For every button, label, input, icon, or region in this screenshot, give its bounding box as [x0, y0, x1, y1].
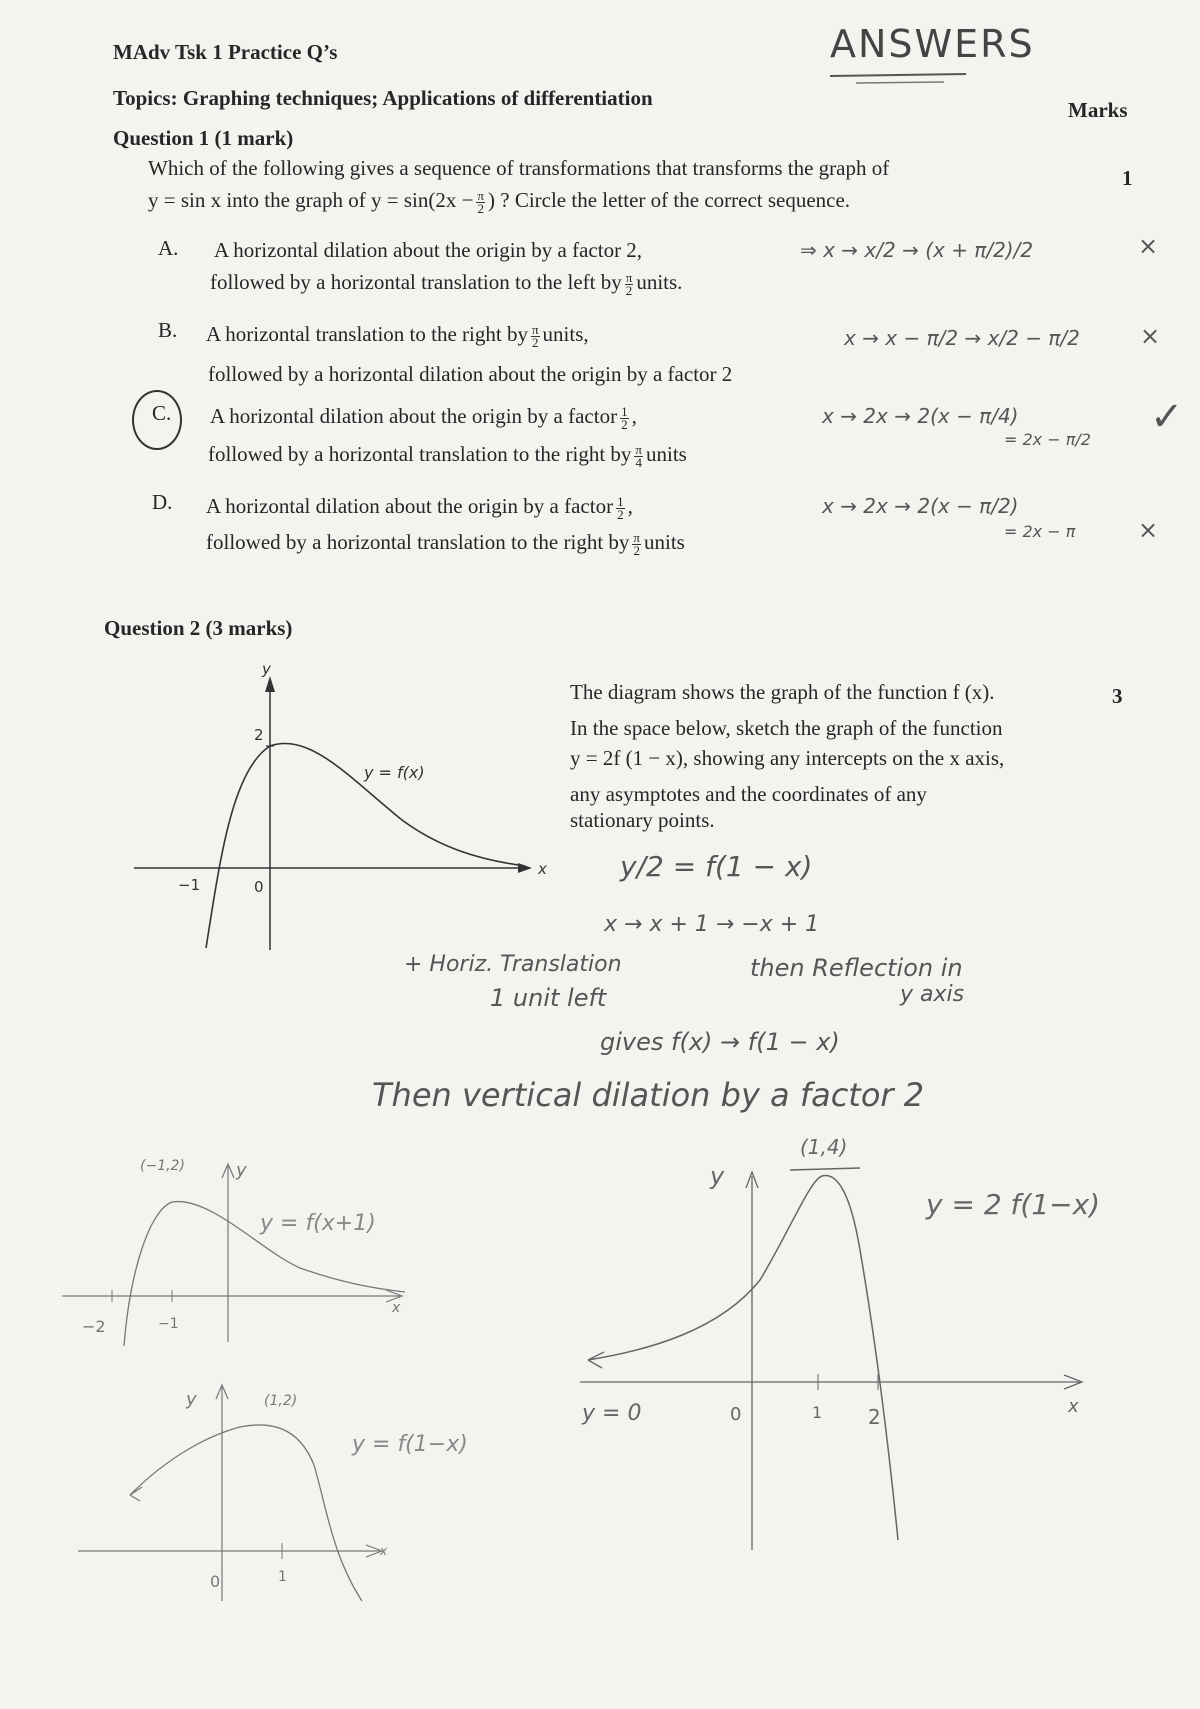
curve-2f-of-1-minus-x — [588, 1175, 898, 1540]
option-b-working: x → x − π/2 → x/2 − π/2 — [844, 326, 1080, 350]
check-mark-icon: ✓ — [1150, 394, 1184, 440]
origin-label: 0 — [210, 1572, 221, 1591]
y-axis-label: y — [186, 1389, 197, 1410]
x-intercept-label: −1 — [178, 876, 201, 894]
option-b-line2: followed by a horizontal dilation about the origin by a factor 2 — [208, 362, 733, 386]
marks-label: Marks — [1068, 98, 1128, 122]
option-d-working: x → 2x → 2(x − π/2) — [822, 494, 1019, 518]
stationary-point-marker — [790, 1168, 860, 1170]
x-axis-arrow-icon — [518, 863, 532, 873]
curve-label: y = f(x+1) — [260, 1211, 376, 1236]
answers-stamp: ANSWERS — [830, 22, 1035, 66]
working-line-3d: y axis — [900, 982, 965, 1007]
x-axis-label: x — [392, 1300, 401, 1316]
option-c-letter: C. — [152, 401, 172, 425]
tick-label: 1 — [278, 1569, 287, 1585]
option-d-line1: A horizontal dilation about the origin by a factor $\frac{1}{2}$ , — [206, 493, 633, 522]
q1-heading: Question 1 (1 mark) — [113, 126, 294, 150]
option-d-letter: D. — [152, 490, 173, 514]
y-intercept-label: 2 — [254, 726, 264, 744]
q2-desc-line3: y = 2f (1 − x), showing any intercepts on the x axis, — [570, 746, 1005, 770]
q2-mark: 3 — [1112, 684, 1123, 708]
q2-desc-line2: In the space below, sketch the graph of the function — [570, 716, 1003, 740]
origin-label: 0 — [254, 878, 264, 896]
x-axis-label: x — [538, 860, 547, 878]
x-axis-label: x — [1068, 1396, 1079, 1417]
sketch-f-of-1-minus-x — [70, 1375, 468, 1605]
max-point-label: (−1,2) — [140, 1158, 185, 1174]
graph-f-of-x — [120, 660, 550, 960]
working-line-3a: + Horiz. Translation — [404, 952, 622, 977]
q1-prompt-line1: Which of the following gives a sequence of transformations that transforms the graph of — [148, 156, 890, 180]
option-c-line2: followed by a horizontal translation to the right by $\frac{\pi}{4}$ units — [208, 441, 687, 470]
option-c-line1: A horizontal dilation about the origin by a factor $\frac{1}{2}$ , — [210, 403, 637, 432]
tick-label: −1 — [158, 1316, 179, 1332]
y-axis-label: y — [262, 660, 271, 678]
option-b-letter: B. — [158, 318, 178, 342]
option-b-line1: A horizontal translation to the right by $\frac{\pi}{2}$ units, — [206, 321, 589, 350]
working-line-3b: 1 unit left — [490, 984, 607, 1012]
sketch-f-of-x-plus-1 — [60, 1150, 420, 1350]
y-axis-label: y — [710, 1162, 725, 1190]
option-a-letter: A. — [158, 236, 179, 260]
option-c-working-2: = 2x − π/2 — [1004, 430, 1091, 449]
cross-mark: × — [1140, 322, 1161, 350]
option-a-line1: A horizontal dilation about the origin by a factor 2, — [214, 238, 643, 262]
sketch-2f-of-1-minus-x — [560, 1120, 1120, 1560]
max-point-label: (1,2) — [264, 1393, 298, 1409]
answers-underline — [826, 68, 976, 88]
q2-desc-line4: any asymptotes and the coordinates of any — [570, 782, 927, 806]
curve-label: y = f(x) — [364, 763, 425, 782]
option-a-line2: followed by a horizontal translation to the left by $\frac{\pi}{2}$ units. — [210, 269, 683, 298]
q1-prompt-line2 — [148, 188, 850, 215]
y-axis-label: y — [236, 1160, 247, 1181]
q1-prompt-text-b: ) ? Circle the letter of the correct sequence. — [488, 188, 851, 212]
working-line-4: gives f(x) → f(1 − x) — [600, 1028, 840, 1056]
y-axis-arrow-icon — [265, 676, 275, 692]
origin-label: 0 — [730, 1404, 742, 1425]
curve-label: y = 2 f(1−x) — [926, 1188, 1101, 1221]
working-line-1: y/2 = f(1 − x) — [620, 850, 813, 883]
cross-mark: × — [1138, 516, 1159, 544]
option-d-working-2: = 2x − π — [1004, 522, 1076, 541]
x-axis-label: x — [380, 1544, 388, 1558]
q2-heading: Question 2 (3 marks) — [104, 616, 293, 640]
q1-prompt-text-a: y = sin x into the graph of y = sin(2x − — [148, 188, 474, 212]
cross-mark: × — [1138, 232, 1159, 260]
q1-mark: 1 — [1122, 166, 1133, 190]
max-point-label: (1,4) — [800, 1135, 848, 1159]
worksheet-title: MAdv Tsk 1 Practice Q’s — [113, 40, 338, 64]
curve-label: y = f(1−x) — [352, 1432, 468, 1457]
working-line-3c: then Reflection in — [750, 954, 963, 982]
option-a-working: ⇒ x → x/2 → (x + π/2)/2 — [800, 238, 1034, 262]
working-line-2: x → x + 1 → −x + 1 — [604, 912, 820, 937]
asymptote-label: y = 0 — [582, 1401, 642, 1426]
working-line-5: Then vertical dilation by a factor 2 — [372, 1076, 925, 1114]
option-d-line2: followed by a horizontal translation to the right by $\frac{\pi}{2}$ units — [206, 529, 685, 558]
tick-label: 2 — [868, 1405, 881, 1429]
q2-desc-line5: stationary points. — [570, 808, 715, 832]
curve-f-of-1-minus-x — [130, 1425, 362, 1601]
q2-desc-line1: The diagram shows the graph of the function f (x). — [570, 680, 995, 704]
option-c-working: x → 2x → 2(x − π/4) — [822, 404, 1019, 428]
tick-label: 1 — [812, 1403, 823, 1422]
tick-label: −2 — [82, 1317, 106, 1336]
topics-line: Topics: Graphing techniques; Applications of differentiation — [113, 86, 653, 110]
fraction: $\frac{\pi}{2}$ — [477, 187, 484, 216]
